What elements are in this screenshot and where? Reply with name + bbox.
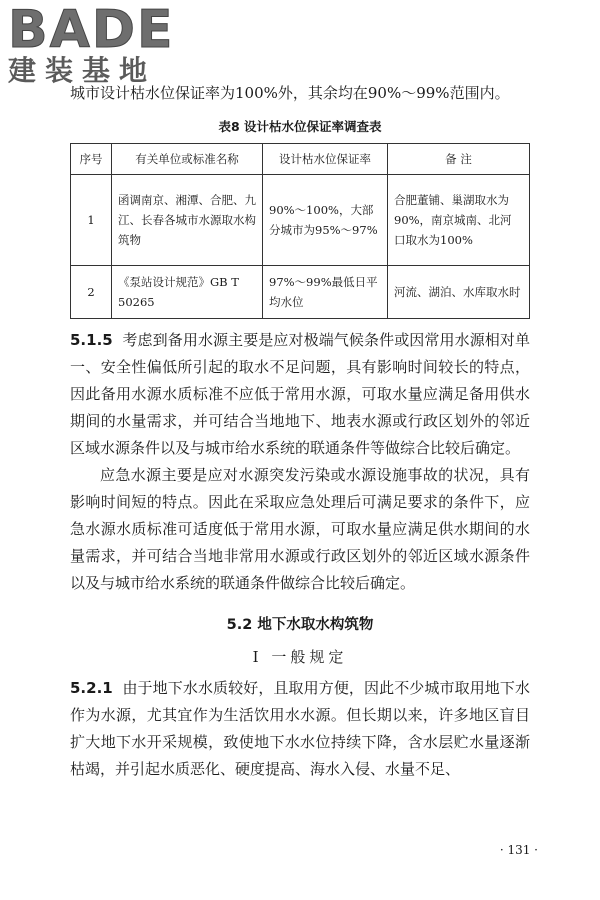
table-header: 设计枯水位保证率 [263, 144, 388, 175]
table-header-row [71, 144, 530, 175]
intro-paragraph: 城市设计枯水位保证率为100%外，其余均在90%～99%范围内。 [70, 84, 510, 102]
table-cell: 1 [71, 175, 112, 266]
table-cell: 90%～100%，大部分城市为95%～97% [263, 175, 388, 266]
table-title: 表8 设计枯水位保证率调查表 [218, 119, 382, 134]
section-number: 5.1.5 [70, 331, 113, 349]
subsection-heading: Ⅰ 一般规定 [252, 648, 348, 666]
section-text: 考虑到备用水源主要是应对极端气候条件或因常用水源相对单一、安全性偏低所引起的取水不足问题，具有影响时间较长的特点，因此备用水源水质标准不应低于常用水源，可取水量应满足备用供水期间的水量需求，并可结合当地地下、地表水源或行政区划外的邻近区域水源条件以及与城市给水系统的联通条件等做综合比较后确定。 [70, 331, 530, 457]
table-cell: 河流、湖泊、水库取水时 [388, 266, 530, 319]
section-521-paragraph [70, 675, 530, 783]
table-header: 有关单位或标准名称 [112, 144, 263, 175]
survey-table [70, 143, 530, 319]
table-header: 序号 [71, 144, 112, 175]
table-header: 备 注 [388, 144, 530, 175]
table-cell: 合肥董铺、巢湖取水为90%，南京城南、北河口取水为100% [388, 175, 530, 266]
section-number: 5.2.1 [70, 679, 113, 697]
logo-brand: BADE [8, 0, 175, 60]
logo-subtitle: 建装基地 [8, 54, 157, 87]
table-row [71, 175, 530, 266]
section-heading: 5.2 地下水取水构筑物 [226, 617, 374, 633]
table-cell: 2 [71, 266, 112, 319]
page-number: · 131 · [499, 843, 538, 857]
table-cell: 函调南京、湘潭、合肥、九江、长春各城市水源取水构筑物 [112, 175, 263, 266]
document-page [70, 80, 530, 783]
table-cell: 97%～99%最低日平均水位 [263, 266, 388, 319]
section-515-paragraph-2: 应急水源主要是应对水源突发污染或水源设施事故的状况，具有影响时间短的特点。因此在采取应急处理后可满足要求的条件下，应急水源水质标准可适度低于常用水源，可取水量应满足供水期间的水量需求，并可结合当地非常用水源或行政区划外的邻近区域水源条件以及与城市给水系统的联通条件做综合比较后确定。 [70, 466, 530, 592]
section-text: 由于地下水水质较好，且取用方便，因此不少城市取用地下水作为水源，尤其宜作为生活饮用水水源。但长期以来，许多地区盲目扩大地下水开采规模，致使地下水水位持续下降，含水层贮水量逐渐枯竭，并引起水质恶化、硬度提高、海水入侵、水量不足、 [70, 679, 530, 778]
table-cell: 《泵站设计规范》GB T 50265 [112, 266, 263, 319]
watermark-logo [8, 0, 208, 88]
section-515-paragraph [70, 327, 530, 462]
table-row [71, 266, 530, 319]
